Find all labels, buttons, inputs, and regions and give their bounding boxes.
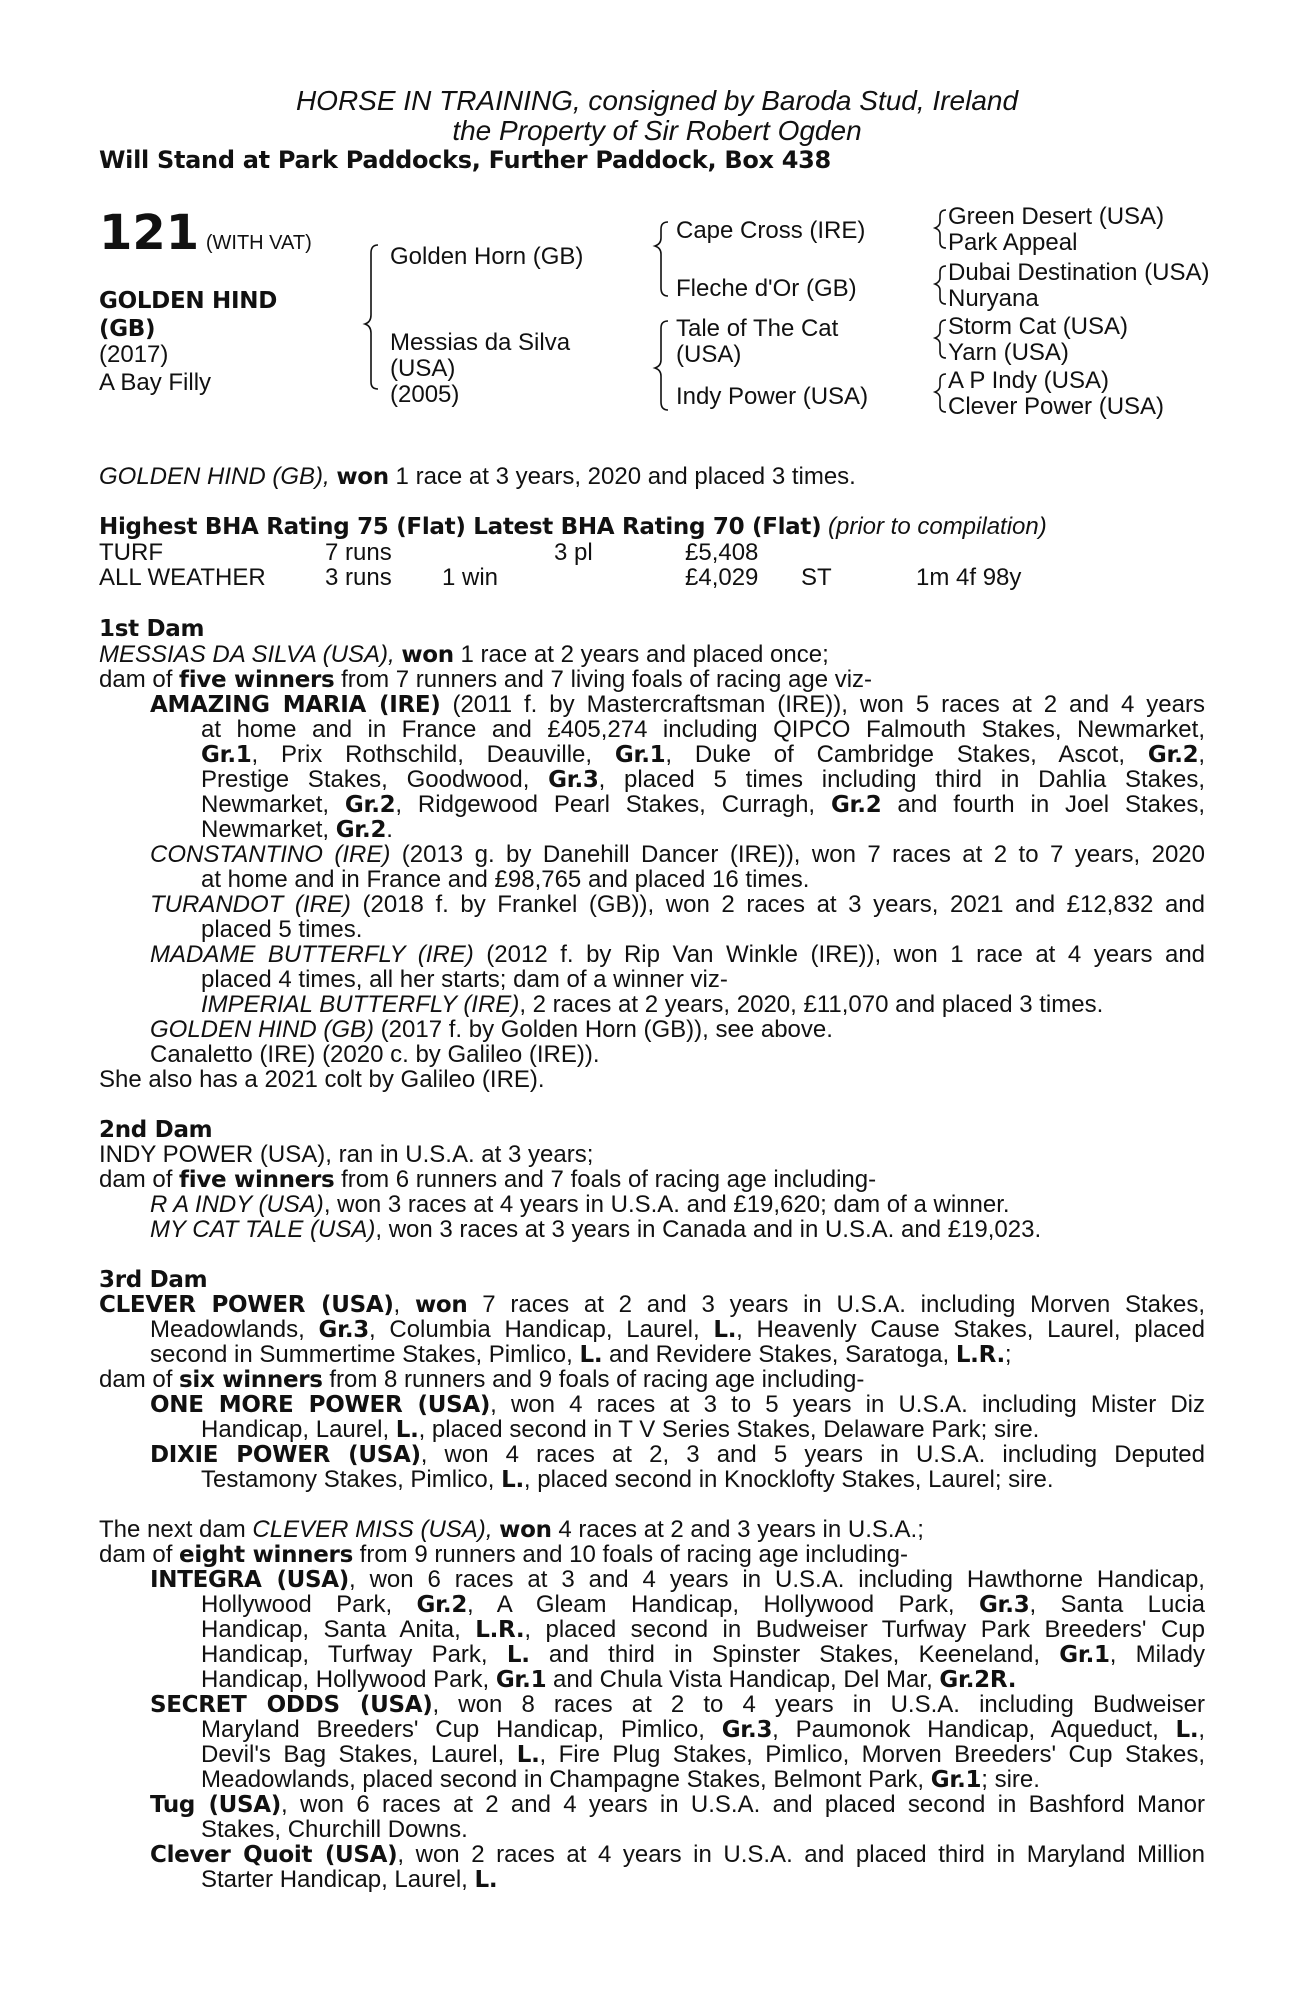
property-line: the Property of Sir Robert Ogden bbox=[452, 115, 862, 146]
consignor-line: HORSE IN TRAINING, consigned by Baroda Stud, Ireland bbox=[295, 85, 1019, 116]
bha-rating: Highest BHA Rating 75 (Flat) Latest BHA Rating 70 (Flat) (prior to compilation) bbox=[99, 513, 1047, 540]
ssd: Park Appeal bbox=[948, 229, 1078, 256]
first-dam-line: MESSIAS DA SILVA (USA), won 1 race at 2 years and placed once; bbox=[99, 641, 829, 668]
stand-location: Will Stand at Park Paddocks, Further Paddock, Box 438 bbox=[99, 146, 831, 174]
my-cat-tale-entry: MY CAT TALE (USA), won 3 races at 3 years in Canada and in U.S.A. and £19,023. bbox=[150, 1216, 1042, 1243]
amazing-maria-l2: at home and in France and £405,274 including QIPCO Falmouth Stakes, Newmarket, bbox=[201, 716, 1205, 743]
one-more-power-l1: ONE MORE POWER (USA), won 4 races at 3 to 5 years in U.S.A. including Mister Diz bbox=[150, 1391, 1205, 1418]
amazing-maria-l5: Newmarket, Gr.2, Ridgewood Pearl Stakes, Curragh, Gr.2 and fourth in Joel Stakes, bbox=[201, 791, 1205, 818]
madame-butterfly-l1: MADAME BUTTERFLY (IRE) (2012 f. by Rip Van Winkle (IRE)), won 1 race at 4 years and bbox=[150, 941, 1206, 968]
golden-hind-entry: GOLDEN HIND (GB) (2017 f. by Golden Horn (GB)), see above. bbox=[150, 1016, 833, 1043]
horse-description: A Bay Filly bbox=[99, 369, 212, 396]
one-more-power-l2: Handicap, Laurel, L., placed second in T V Series Stakes, Delaware Park; sire. bbox=[201, 1416, 1040, 1443]
dam-sire-country: (USA) bbox=[676, 341, 742, 368]
secret-odds-l1: SECRET ODDS (USA), won 8 races at 2 to 4 years in U.S.A. including Budweiser bbox=[150, 1691, 1205, 1718]
race-summary: GOLDEN HIND (GB), won 1 race at 3 years, 2020 and placed 3 times. bbox=[99, 463, 856, 490]
integra-l3: Handicap, Santa Anita, L.R., placed second in Budweiser Turfway Park Breeders' Cup bbox=[201, 1616, 1205, 1643]
first-dam-heading: 1st Dam bbox=[99, 616, 205, 642]
sire-sire: Cape Cross (IRE) bbox=[676, 217, 866, 244]
dam-country: (USA) bbox=[390, 355, 456, 382]
r-a-indy-entry: R A INDY (USA), won 3 races at 4 years in U.S.A. and £19,620; dam of a winner. bbox=[150, 1191, 1010, 1218]
third-dam-produce: dam of six winners from 8 runners and 9 foals of racing age including- bbox=[99, 1366, 865, 1393]
constantino-l2: at home and in France and £98,765 and placed 16 times. bbox=[201, 866, 810, 893]
horse-name: GOLDEN HIND bbox=[99, 288, 277, 314]
third-dam-heading: 3rd Dam bbox=[99, 1267, 208, 1293]
constantino-l1: CONSTANTINO (IRE) (2013 g. by Danehill Dancer (IRE)), won 7 races at 2 to 7 years, 2020 bbox=[150, 841, 1205, 868]
integra-l5: Handicap, Hollywood Park, Gr.1 and Chula Vista Handicap, Del Mar, Gr.2R. bbox=[201, 1666, 1017, 1693]
third-dam-l1: CLEVER POWER (USA), won 7 races at 2 and 3 years in U.S.A. including Morven Stakes, bbox=[99, 1291, 1205, 1318]
ddd: Clever Power (USA) bbox=[948, 393, 1165, 420]
horse-country: (GB) bbox=[99, 316, 156, 342]
next-dam-line: The next dam CLEVER MISS (USA), won 4 races at 2 and 3 years in U.S.A.; bbox=[99, 1516, 924, 1543]
secret-odds-l4: Meadowlands, placed second in Champagne Stakes, Belmont Park, Gr.1; sire. bbox=[201, 1766, 1040, 1793]
integra-l2: Hollywood Park, Gr.2, A Gleam Handicap, Hollywood Park, Gr.3, Santa Lucia bbox=[201, 1591, 1205, 1618]
dam-name: Messias da Silva bbox=[390, 329, 571, 356]
third-dam-l2: Meadowlands, Gr.3, Columbia Handicap, Laurel, L., Heavenly Cause Stakes, Laurel, placed bbox=[150, 1316, 1205, 1343]
catalogue-page: HORSE IN TRAINING, consigned by Baroda Stud, Ireland the Property of Sir Robert Ogden Will Stand at Park Paddocks, Further Paddock, Box 438 121 (WITH VAT) GOLDEN HIND (GB) (2017) A Bay Filly Golden Horn (GB) Messias da Silva (USA) (2005) Cape Cross (IRE) Fleche d'Or (GB) Tale of The Cat (USA) Indy Power (USA) Green Desert (USA) Park Appeal Dubai Destination (USA) Nuryana Storm Cat (USA) Yarn (USA) A P Indy (USA) Clever Power (USA) GOLDEN HIND (GB), won 1 race at 3 years, 2020 and placed 3 times. Highest BHA Rating 75 (Flat) Latest BHA Rating 70 (Flat) (prior to compilation) TURF 7 runs 3 pl £5,408 ALL WEATHER 3 runs 1 win £4,029 ST 1m 4f 98y 1st Dam MESSIAS DA SILVA (USA), won 1 race at 2 years and placed once; dam of five winners from 7 runners and 7 living foals of racing age viz- AMAZING MARIA (IRE) (2011 f. by Mastercraftsman (IRE)), won 5 races at 2 and 4 years at home and in France and £405,274 including QIPCO Falmouth Stakes, Newmarket, Gr.1, Prix Rothschild, Deauville, Gr.1, Duke of Cambridge Stakes, Ascot, Gr.2, Prestige Stakes, Goodwood, Gr.3, placed 5 times including third in Dahlia Stakes, Newmarket, Gr.2, Ridgewood Pearl Stakes, Curragh, Gr.2 and fourth in Joel Stakes, Newmarket, Gr.2. CONSTANTINO (IRE) (2013 g. by Danehill Dancer (IRE)), won 7 races at 2 to 7 years, 2020 at home and in France and £98,765 and placed 16 times. TURANDOT (IRE) (2018 f. by Frankel (GB)), won 2 races at 3 years, 2021 and £12,832 and placed 5 times. MADAME BUTTERFLY (IRE) (2012 f. by Rip Van Winkle (IRE)), won 1 race at 4 years and placed 4 times, all her starts; dam of a winner viz- IMPERIAL BUTTERFLY (IRE), 2 races at 2 years, 2020, £11,070 and placed 3 times. GOLDEN HIND (GB) (2017 f. by Golden Horn (GB)), see above. Canaletto (IRE) (2020 c. by Galileo (IRE)). She also has a 2021 colt by Galileo (IRE). 2nd Dam INDY POWER (USA), ran in U.S.A. at 3 years; dam of five winners from 6 runners and 7 foals of racing age including- R A INDY (USA), won 3 races at 4 years in U.S.A. and £19,620; dam of a winner. MY CAT TALE (USA), won 3 races at 3 years in Canada and in U.S.A. and £19,023. 3rd Dam CLEVER POWER (USA), won 7 races at 2 and 3 years in U.S.A. including Morven Stakes, Meadowlands, Gr.3, Columbia Handicap, Laurel, L., Heavenly Cause Stakes, Laurel, placed second in Summertime Stakes, Pimlico, L. and Revidere Stakes, Saratoga, L.R.; dam of six winners from 8 runners and 9 foals of racing age including- ONE MORE POWER (USA), won 4 races at 3 to 5 years in U.S.A. including Mister Diz Handicap, Laurel, L., placed second in T V Series Stakes, Delaware Park; sire. DIXIE POWER (USA), won 4 races at 2, 3 and 5 years in U.S.A. including Deputed Testamony Stakes, Pimlico, L., placed second in Knocklofty Stakes, Laurel; sire. The next dam CLEVER MISS (USA), won 4 races at 2 and 3 years in U.S.A.; dam of eight winners from 9 runners and 10 foals of racing age including- INTEGRA (USA), won 6 races at 3 and 4 years in U.S.A. including Hawthorne Handicap, Hollywood Park, Gr.2, A Gleam Handicap, Hollywood Park, Gr.3, Santa Lucia Handicap, Santa Anita, L.R., placed second in Budweiser Turfway Park Breeders' Cup Handicap, Turfway Park, L. and third in Spinster Stakes, Keeneland, Gr.1, Milady Handicap, Hollywood Park, Gr.1 and Chula Vista Handicap, Del Mar, Gr.2R. SECRET ODDS (USA), won 8 races at 2 to 4 years in U.S.A. including Budweiser Maryland Breeders' Cup Handicap, Pimlico, Gr.3, Paumonok Handicap, Aqueduct, L., Devil's Bag Stakes, Laurel, L., Fire Plug Stakes, Pimlico, Morven Breeders' Cup Stakes, Meadowlands, placed second in Champagne Stakes, Belmont Park, Gr.1; sire. Tug (USA), won 6 races at 2 and 4 years in U.S.A. and placed second in Bashford Manor Stakes, Churchill Downs. Clever Quoit (USA), won 2 races at 4 years in U.S.A. and placed third in Maryland Million Starter Handicap, Laurel, L. bbox=[0, 0, 1314, 2000]
amazing-maria-l6: Newmarket, Gr.2. bbox=[201, 816, 393, 843]
first-dam-produce: dam of five winners from 7 runners and 7 living foals of racing age viz- bbox=[99, 666, 873, 693]
amazing-maria-l4: Prestige Stakes, Goodwood, Gr.3, placed 5 times including third in Dahlia Stakes, bbox=[201, 766, 1205, 793]
third-dam-l3: second in Summertime Stakes, Pimlico, L. and Revidere Stakes, Saratoga, L.R.; bbox=[150, 1341, 1012, 1368]
tug-l2: Stakes, Churchill Downs. bbox=[201, 1816, 468, 1843]
next-dam-produce: dam of eight winners from 9 runners and 10 foals of racing age including- bbox=[99, 1541, 908, 1568]
dsd: Yarn (USA) bbox=[948, 339, 1069, 366]
turandot-l1: TURANDOT (IRE) (2018 f. by Frankel (GB)), won 2 races at 3 years, 2021 and £12,832 and bbox=[150, 891, 1206, 918]
second-dam-produce: dam of five winners from 6 runners and 7 foals of racing age including- bbox=[99, 1166, 877, 1193]
secret-odds-l2: Maryland Breeders' Cup Handicap, Pimlico, Gr.3, Paumonok Handicap, Aqueduct, L., bbox=[201, 1716, 1205, 1743]
sdd: Nuryana bbox=[948, 285, 1039, 312]
clever-quoit-l1: Clever Quoit (USA), won 2 races at 4 years in U.S.A. and placed third in Maryland Million bbox=[150, 1841, 1205, 1868]
colt-note: She also has a 2021 colt by Galileo (IRE). bbox=[99, 1066, 545, 1093]
clever-quoit-l2: Starter Handicap, Laurel, L. bbox=[201, 1866, 498, 1893]
madame-butterfly-l2: placed 4 times, all her starts; dam of a winner viz- bbox=[201, 966, 728, 993]
dam-year: (2005) bbox=[390, 381, 460, 408]
dixie-power-l1: DIXIE POWER (USA), won 4 races at 2, 3 and 5 years in U.S.A. including Deputed bbox=[150, 1441, 1206, 1468]
second-dam-line: INDY POWER (USA), ran in U.S.A. at 3 years; bbox=[99, 1141, 594, 1168]
sire: Golden Horn (GB) bbox=[390, 243, 584, 270]
lot-number: 121 bbox=[99, 205, 200, 261]
sss: Green Desert (USA) bbox=[948, 203, 1165, 230]
secret-odds-l3: Devil's Bag Stakes, Laurel, L., Fire Plug Stakes, Pimlico, Morven Breeders' Cup Stakes, bbox=[201, 1741, 1205, 1768]
imperial-butterfly: IMPERIAL BUTTERFLY (IRE), 2 races at 2 years, 2020, £11,070 and placed 3 times. bbox=[201, 991, 1104, 1018]
dds: A P Indy (USA) bbox=[948, 367, 1109, 394]
integra-l1: INTEGRA (USA), won 6 races at 3 and 4 years in U.S.A. including Hawthorne Handicap, bbox=[150, 1566, 1205, 1593]
dam-sire: Tale of The Cat bbox=[676, 315, 839, 342]
dixie-power-l2: Testamony Stakes, Pimlico, L., placed second in Knocklofty Stakes, Laurel; sire. bbox=[201, 1466, 1054, 1493]
amazing-maria-l1: AMAZING MARIA (IRE) (2011 f. by Mastercraftsman (IRE)), won 5 races at 2 and 4 years bbox=[150, 691, 1205, 718]
sds: Dubai Destination (USA) bbox=[948, 259, 1210, 286]
integra-l4: Handicap, Turfway Park, L. and third in Spinster Stakes, Keeneland, Gr.1, Milady bbox=[201, 1641, 1206, 1668]
foaling-year: (2017) bbox=[99, 341, 169, 368]
sire-dam: Fleche d'Or (GB) bbox=[676, 275, 857, 302]
dam-dam: Indy Power (USA) bbox=[676, 383, 869, 410]
turandot-l2: placed 5 times. bbox=[201, 916, 363, 943]
canaletto-entry: Canaletto (IRE) (2020 c. by Galileo (IRE)). bbox=[150, 1041, 600, 1068]
dss: Storm Cat (USA) bbox=[948, 313, 1129, 340]
amazing-maria-l3: Gr.1, Prix Rothschild, Deauville, Gr.1, Duke of Cambridge Stakes, Ascot, Gr.2, bbox=[201, 741, 1206, 768]
second-dam-heading: 2nd Dam bbox=[99, 1117, 213, 1143]
vat-note: (WITH VAT) bbox=[205, 232, 312, 254]
tug-l1: Tug (USA), won 6 races at 2 and 4 years in U.S.A. and placed second in Bashford Manor bbox=[150, 1791, 1206, 1818]
